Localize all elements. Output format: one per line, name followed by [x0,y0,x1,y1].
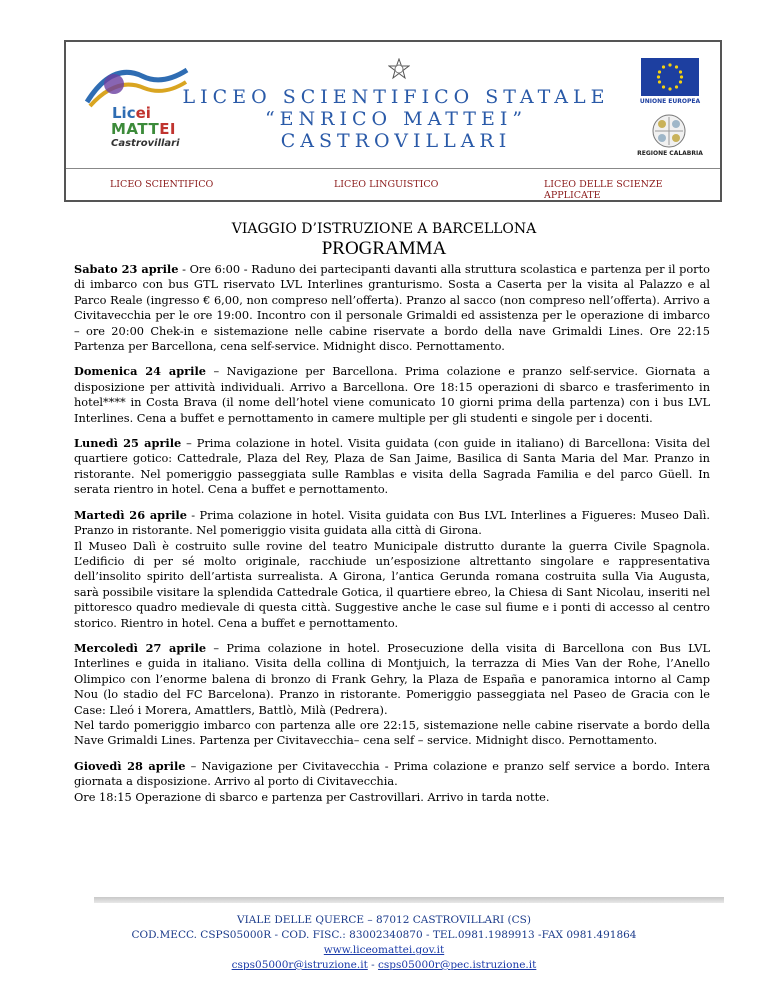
day-paragraph [74,262,710,354]
pec-email-link[interactable]: csps05000r@pec.istruzione.it [378,959,537,971]
day-paragraph [74,759,710,805]
school-title-line1: LICEO SCIENTIFICO STATALE [182,86,610,108]
school-title-line2: “ENRICO MATTEI” [264,108,528,130]
day-label: Lunedì 25 aprile [74,436,182,451]
day-label: Martedì 26 aprile [74,507,187,522]
course-scienze-applicate: LICEO DELLE SCIENZE APPLICATE [544,179,663,201]
trip-title: VIAGGIO D’ISTRUZIONE A BARCELLONA [231,221,537,237]
email-link[interactable]: csps05000r@istruzione.it [231,959,368,971]
eu-flag-icon [641,58,699,96]
day-text-continued: Ore 18:15 Operazione di sbarco e partenza per Castrovillari. Arrivo in tarda notte. [74,789,550,804]
school-title-line3: CASTROVILLARI [280,130,512,152]
course-scientifico: LICEO SCIENTIFICO [110,179,214,190]
day-label: Mercoledì 27 aprile [74,640,207,655]
course-linguistico: LICEO LINGUISTICO [334,179,439,190]
day-label: Sabato 23 aprile [74,262,179,276]
day-text: - Ore 6:00 - Raduno dei partecipanti davanti alla struttura scolastica e partenza per il porto di imbarco con bus GTL riservato LVL Interlines granturismo. Sosta a Caserta per la visita al Palazzo e al Parco Reale (ingresso € 6,00, non compreso nell’offerta). Pranzo al sacco (non compreso nell’offerta). Arrivo a Civitavecchia per le ore 19:00. Incontro con il personale Grimaldi ed assistenza per le operazione di imbarco – ore 20:00 Chek-in e sistemazione nelle cabine riservate a bordo della nave Grimaldi Lines. Ore 22:15 Partenza per Barcellona, cena self-service. Midnight disco. Pernottamento. [74,262,710,354]
italian-emblem-icon [388,58,410,82]
logo-text-castrovillari: Castrovillari [111,138,180,149]
footer-website-row [0,944,768,956]
day-text: – Navigazione per Civitavecchia - Prima colazione e pranzo self service a bordo. Intera giornata a disposizione. Arrivo al porto di Civitavecchia. [74,758,710,789]
footer-codes: COD.MECC. CSPS05000R - COD. FISC.: 83002340870 - TEL.0981.1989913 -FAX 0981.491864 [131,929,637,941]
day-text-continued: Il Museo Dalì è costruito sulle rovine del teatro Municipale distrutto durante la guerra Civile Spagnola. L’edificio di per sé molto originale, racchiude un’esposizione altrettanto singolare e rappresentativa dell’insolito spirito dell’artista surrealista. A Girona, l’antica Gerunda romana costruita sulla Via Augusta, sarà possibile visitare la splendida Cattedrale Gotica, il quartiere ebreo, la Chiesa di Sant Nicolau, inseriti nel pittoresco quadro medievale di questa città. Suggestive anche le case sul fiume e i ponti di accesso al centro storico. Rientro in hotel. Cena a buffet e pernottamento. [74,538,710,630]
day-text: – Prima colazione in hotel. Prosecuzione della visita di Barcellona con Bus LVL Interlines e guida in italiano. Visita della collina di Montjuich, la terrazza di Mies Van der Rohe, l’Anello Olimpico con l’enorme balena di bronzo di Frank Gehry, la Plaza de España e panoramica intorno al Camp Nou (lo stadio del FC Barcelona). Pranzo in ristorante. Pomeriggio passeggiata nel Paseo de Gracia con le Case: Lleó i Morera, Amattlers, Battlò, Milà (Pedrera). [74,640,710,717]
day-text-continued: Nel tardo pomeriggio imbarco con partenza alle ore 22:15, sistemazione nelle cabine riservate a bordo della Nave Grimaldi Lines. Partenza per Civitavecchia– cena self – service. Midnight disco. Pernottamento. [74,717,710,748]
day-label: Domenica 24 aprile [74,364,206,379]
day-text: – Navigazione per Barcellona. Prima colazione e pranzo self-service. Giornata a disposizione per attività individuali. Arrivo a Barcellona. Ore 18:15 operazioni di sbarco e trasferimento in hotel**** in Costa Brava (il nome dell’hotel viene comunicato 10 giorni prima della partenza) con i bus LVL Interlines. Cena a buffet e pernottamento in camere multiple per gli studenti e singole per i docenti. [74,364,711,425]
logo-text-mattei: MATTEI [111,120,177,138]
website-link[interactable]: www.liceomattei.gov.it [323,944,445,956]
calabria-region-icon [650,112,688,150]
day-text: – Prima colazione in hotel. Visita guidata (con guide in italiano) di Barcellona: Visita del quartiere gotico: Cattedrale, Plaza del Rey, Plaza de San Jaime, Basilica di Santa Maria del Mar. Pranzo in ristorante. Nel pomeriggio passeggiata sulle Ramblas e visita della Sagrada Familia e del parco Güell. In serata rientro in hotel. Cena a buffet e pernottamento. [74,436,710,497]
letterhead [64,40,722,202]
header-divider [66,168,720,169]
day-label: Giovedì 28 aprile [74,758,186,773]
day-paragraph [74,364,710,426]
footer-email-row [0,959,768,971]
region-label: REGIONE CALABRIA [637,150,703,157]
day-paragraph [74,508,710,631]
school-name [176,86,616,152]
day-paragraph [74,436,710,498]
eu-label: UNIONE EUROPEA [639,98,701,105]
program-body [74,262,710,815]
day-text: - Prima colazione in hotel. Visita guidata con Bus LVL Interlines a Figueres: Museo Dalì. Pranzo in ristorante. Nel pomeriggio visita guidata alla città di Girona. [74,507,710,538]
footer-divider [94,897,724,903]
footer-address: VIALE DELLE QUERCE – 87012 CASTROVILLARI (CS) [237,914,531,926]
email-separator: - [367,959,379,971]
program-title: PROGRAMMA [321,238,447,259]
day-paragraph [74,641,710,749]
logo-text-licei: Licei [112,104,151,122]
